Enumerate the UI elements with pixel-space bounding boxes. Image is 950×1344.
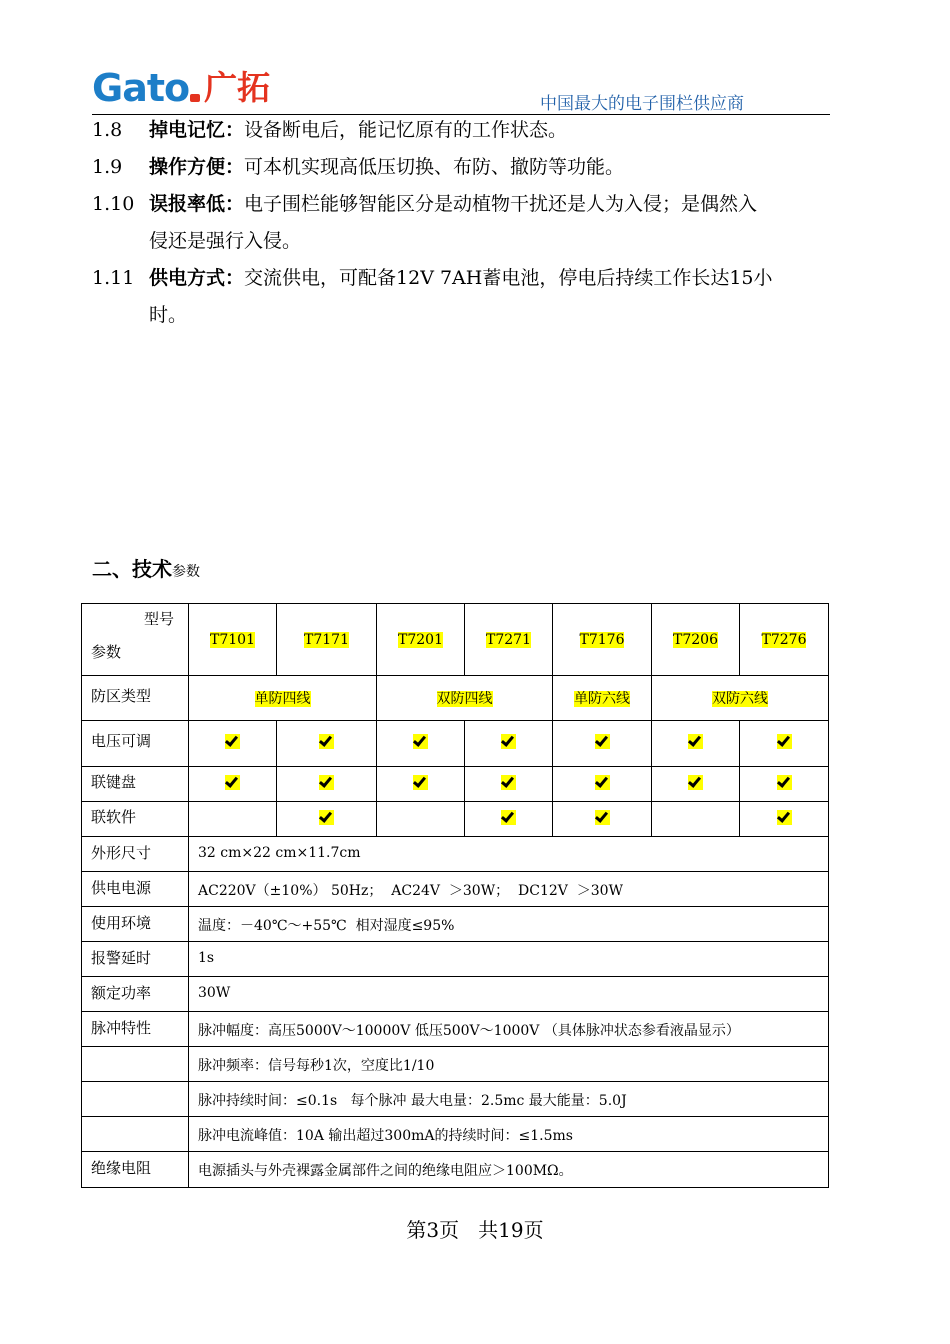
feature-title: 掉电记忆： bbox=[149, 119, 245, 141]
model-name: T7176 bbox=[579, 631, 625, 648]
table-row bbox=[82, 907, 829, 942]
check-mark-icon bbox=[595, 734, 610, 749]
model-cell bbox=[652, 604, 740, 676]
empty-label-cell bbox=[82, 1117, 189, 1152]
table-row bbox=[82, 977, 829, 1012]
check-cell bbox=[652, 721, 740, 767]
table-row bbox=[82, 872, 829, 907]
feature-item bbox=[92, 186, 862, 260]
check-cell bbox=[553, 767, 652, 802]
model-name: T7201 bbox=[398, 631, 443, 648]
section-title-small: 参数 bbox=[172, 564, 200, 580]
model-name: T7206 bbox=[673, 631, 718, 648]
model-cell bbox=[740, 604, 829, 676]
model-cell bbox=[277, 604, 377, 676]
check-mark-icon bbox=[319, 734, 334, 749]
zone-cell bbox=[377, 676, 553, 721]
row-label: 电压可调 bbox=[82, 721, 189, 767]
check-row bbox=[82, 767, 829, 802]
row-value: 脉冲电流峰值：10A 输出超过300mA的持续时间：≤1.5ms bbox=[189, 1117, 829, 1152]
feature-text: 电子围栏能够智能区分是动植物干扰还是人为入侵；是偶然入 bbox=[244, 193, 758, 215]
check-mark-icon bbox=[777, 810, 792, 825]
gato-logo bbox=[92, 68, 270, 108]
model-name: T7276 bbox=[761, 631, 807, 648]
empty-label-cell bbox=[82, 1082, 189, 1117]
section-title: 二、技术 bbox=[92, 557, 172, 581]
section-heading bbox=[92, 553, 200, 582]
model-name: T7171 bbox=[304, 631, 349, 648]
header-model-label: 型号 bbox=[144, 610, 175, 628]
row-label: 防区类型 bbox=[82, 676, 189, 721]
feature-number: 1.9 bbox=[92, 156, 123, 178]
zone-type-row bbox=[82, 676, 829, 721]
check-row bbox=[82, 721, 829, 767]
row-value: AC220V（±10%） 50Hz； AC24V ＞30W； DC12V ＞30W bbox=[189, 872, 829, 907]
header-slogan: 中国最大的电子围栏供应商 bbox=[540, 94, 744, 114]
check-mark-icon bbox=[413, 775, 428, 790]
check-mark-icon bbox=[413, 734, 428, 749]
check-mark-icon bbox=[501, 775, 516, 790]
check-mark-icon bbox=[688, 734, 703, 749]
row-label: 绝缘电阻 bbox=[82, 1152, 189, 1188]
check-mark-icon bbox=[595, 775, 610, 790]
row-value: 1s bbox=[189, 942, 829, 977]
check-cell bbox=[277, 767, 377, 802]
row-label: 联软件 bbox=[82, 802, 189, 837]
check-cell bbox=[377, 767, 465, 802]
check-cell bbox=[465, 721, 553, 767]
row-label: 联键盘 bbox=[82, 767, 189, 802]
empty-label-cell bbox=[82, 1047, 189, 1082]
check-mark-icon bbox=[319, 775, 334, 790]
zone-cell bbox=[652, 676, 829, 721]
feature-text: 可本机实现高低压切换、布防、撤防等功能。 bbox=[244, 156, 625, 178]
row-value: 脉冲持续时间：≤0.1s 每个脉冲 最大电量：2.5mc 最大能量：5.0J bbox=[189, 1082, 829, 1117]
check-mark-icon bbox=[595, 810, 610, 825]
check-cell bbox=[553, 802, 652, 837]
row-label: 供电电源 bbox=[82, 872, 189, 907]
check-row bbox=[82, 802, 829, 837]
row-label: 脉冲特性 bbox=[82, 1012, 189, 1047]
row-value: 脉冲频率：信号每秒1次，空度比1/10 bbox=[189, 1047, 829, 1082]
table-header-row bbox=[82, 604, 829, 676]
feature-number: 1.8 bbox=[92, 119, 123, 141]
check-mark-icon bbox=[688, 775, 703, 790]
table-row bbox=[82, 942, 829, 977]
header-param-label: 参数 bbox=[91, 643, 122, 661]
check-mark-icon bbox=[777, 734, 792, 749]
feature-text-continued: 侵还是强行入侵。 bbox=[149, 230, 302, 252]
zone-name: 单防四线 bbox=[254, 691, 311, 707]
zone-name: 双防四线 bbox=[436, 691, 493, 707]
check-cell bbox=[465, 767, 553, 802]
model-cell bbox=[189, 604, 277, 676]
zone-cell bbox=[189, 676, 377, 721]
check-mark-icon bbox=[501, 734, 516, 749]
check-cell bbox=[377, 802, 465, 837]
check-cell bbox=[652, 802, 740, 837]
pulse-row bbox=[82, 1082, 829, 1117]
row-value: 脉冲幅度：高压5000V～10000V 低压500V～1000V （具体脉冲状态参看液晶显示） bbox=[189, 1012, 829, 1047]
row-label: 报警延时 bbox=[82, 942, 189, 977]
check-mark-icon bbox=[319, 810, 334, 825]
feature-number: 1.10 bbox=[92, 193, 135, 215]
row-value: 温度：－40℃～+55℃ 相对湿度≤95% bbox=[189, 907, 829, 942]
row-label: 使用环境 bbox=[82, 907, 189, 942]
pulse-row bbox=[82, 1047, 829, 1082]
check-cell bbox=[277, 721, 377, 767]
model-cell bbox=[553, 604, 652, 676]
feature-title: 操作方便： bbox=[149, 156, 245, 178]
model-name: T7271 bbox=[486, 631, 531, 648]
pulse-row bbox=[82, 1012, 829, 1047]
check-mark-icon bbox=[225, 734, 240, 749]
row-label: 额定功率 bbox=[82, 977, 189, 1012]
logo-latin-text: Gato bbox=[92, 66, 190, 110]
page-number: 第3页 共19页 bbox=[406, 1218, 544, 1242]
check-cell bbox=[740, 802, 829, 837]
feature-text-continued: 时。 bbox=[149, 304, 188, 326]
feature-item bbox=[92, 112, 862, 149]
logo-dot-mark bbox=[190, 94, 200, 102]
row-value: 30W bbox=[189, 977, 829, 1012]
feature-title: 供电方式： bbox=[149, 267, 245, 289]
model-name: T7101 bbox=[210, 631, 255, 648]
table-row bbox=[82, 1152, 829, 1188]
row-label: 外形尺寸 bbox=[82, 837, 189, 872]
check-cell bbox=[189, 721, 277, 767]
spec-table bbox=[81, 603, 829, 1188]
check-mark-icon bbox=[501, 810, 516, 825]
zone-cell bbox=[553, 676, 652, 721]
header-corner-cell bbox=[82, 604, 189, 676]
check-cell bbox=[189, 802, 277, 837]
check-cell bbox=[465, 802, 553, 837]
row-value: 32 cm×22 cm×11.7cm bbox=[189, 837, 829, 872]
feature-text: 设备断电后，能记忆原有的工作状态。 bbox=[244, 119, 568, 141]
feature-text: 交流供电，可配备12V 7AH蓄电池，停电后持续工作长达15小 bbox=[244, 267, 773, 289]
table-row bbox=[82, 837, 829, 872]
logo-chinese-text: 广拓 bbox=[204, 68, 271, 107]
check-mark-icon bbox=[225, 775, 240, 790]
check-cell bbox=[377, 721, 465, 767]
row-value: 电源插头与外壳裸露金属部件之间的绝缘电阻应＞100MΩ。 bbox=[189, 1152, 829, 1188]
check-cell bbox=[652, 767, 740, 802]
model-cell bbox=[465, 604, 553, 676]
feature-item bbox=[92, 260, 862, 334]
check-cell bbox=[553, 721, 652, 767]
zone-name: 双防六线 bbox=[712, 691, 768, 707]
model-cell bbox=[377, 604, 465, 676]
check-cell bbox=[277, 802, 377, 837]
check-cell bbox=[740, 767, 829, 802]
zone-name: 单防六线 bbox=[574, 691, 630, 707]
feature-title: 误报率低： bbox=[149, 193, 245, 215]
check-mark-icon bbox=[777, 775, 792, 790]
pulse-row bbox=[82, 1117, 829, 1152]
check-cell bbox=[740, 721, 829, 767]
feature-item bbox=[92, 149, 862, 186]
check-cell bbox=[189, 767, 277, 802]
feature-number: 1.11 bbox=[92, 267, 135, 289]
